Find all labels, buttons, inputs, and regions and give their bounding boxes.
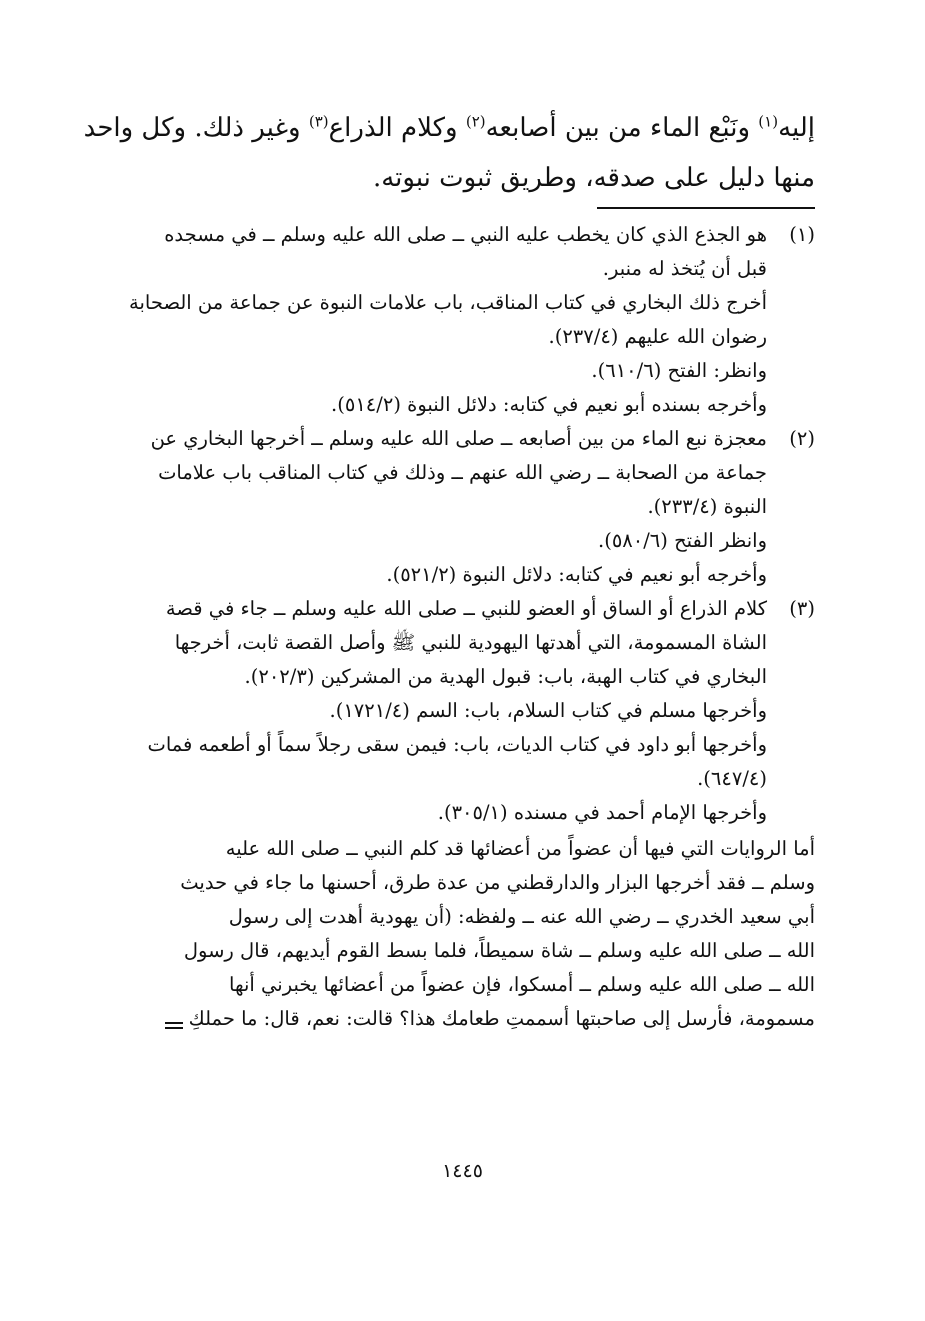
- main-text-segment: إليه: [778, 113, 815, 143]
- footnote-number: (٣): [789, 597, 815, 620]
- footnote-line: البخاري في كتاب الهبة، باب: قبول الهدية من المشركين (٢٠٢/٣).: [244, 665, 767, 688]
- footnote-line: وأخرجه بسنده أبو نعيم في كتابه: دلائل النبوة (٥١٤/٢).: [331, 393, 767, 416]
- footnote-body: [115, 422, 767, 592]
- footnote-line: وأخرجها أبو داود في كتاب الديات، باب: فيمن سقى رجلاً سماً أو أطعمه فمات: [147, 733, 767, 756]
- footnotes-section: [115, 218, 815, 1036]
- main-text-segment: ونَبْع الماء من بين أصابعه: [485, 113, 759, 143]
- footnote-line: وأخرجه أبو نعيم في كتابه: دلائل النبوة (٥٢١/٢).: [386, 563, 767, 586]
- footnote-line: النبوة (٢٣٣/٤).: [647, 495, 767, 518]
- footnote-1: [115, 218, 815, 422]
- paragraph-line: الله ــ صلى الله عليه وسلم ــ شاة سميطاً، فلما بسط القوم أيديهم، قال رسول: [183, 939, 815, 962]
- footnote-line: وأخرجها الإمام أحمد في مسنده (٣٠٥/١).: [437, 801, 767, 824]
- closing-paragraph: [115, 832, 815, 1036]
- footnote-body: [115, 218, 767, 422]
- footnote-line: وانظر: الفتح (٦١٠/٦).: [591, 359, 767, 382]
- footnote-ref-1[interactable]: (١): [758, 112, 779, 131]
- paragraph-line: الله ــ صلى الله عليه وسلم ــ أمسكوا، فإن عضواً من أعضائها يخبرني أنها: [229, 973, 815, 996]
- footnote-number: (١): [789, 223, 815, 246]
- paragraph-line: أما الروايات التي فيها أن عضواً من أعضائها قد كلم النبي ــ صلى الله عليه: [225, 837, 815, 860]
- main-text-line-1: [83, 103, 815, 153]
- footnote-line: (٦٤٧/٤).: [697, 767, 767, 790]
- paragraph-line: أبي سعيد الخدري ــ رضي الله عنه ــ ولفظه: (أن يهودية أهدت إلى رسول: [228, 905, 815, 928]
- main-text-segment: وغير ذلك. وكل واحد: [83, 113, 309, 143]
- footnote-2: [115, 422, 815, 592]
- paragraph-line-last: [115, 1002, 815, 1036]
- footnote-line: معجزة نبع الماء من بين أصابعه ــ صلى الله عليه وسلم ــ أخرجها البخاري عن: [150, 427, 767, 450]
- footnote-number: (٢): [789, 427, 815, 450]
- footnote-line: وأخرجها مسلم في كتاب السلام، باب: السم (١٧٢١/٤).: [329, 699, 767, 722]
- page-number: ١٤٤٥: [442, 1160, 483, 1182]
- footnote-separator: [597, 207, 815, 209]
- footnote-line: أخرج ذلك البخاري في كتاب المناقب، باب علامات النبوة عن جماعة من الصحابة: [129, 291, 767, 314]
- footnote-line: هو الجذع الذي كان يخطب عليه النبي ــ صلى الله عليه وسلم ــ في مسجده: [164, 223, 767, 246]
- main-text-segment: وكلام الذراع: [328, 113, 466, 143]
- footnote-ref-3[interactable]: (٣): [308, 112, 329, 131]
- paragraph-line-text: مسمومة، فأرسل إلى صاحبتها أسممتِ طعامك هذا؟ قالت: نعم، قال: ما حملكِ: [188, 1007, 815, 1030]
- main-text: [83, 103, 815, 203]
- footnote-line: كلام الذراع أو الساق أو العضو للنبي ــ صلى الله عليه وسلم ــ جاء في قصة: [165, 597, 767, 620]
- footnote-line: وانظر الفتح (٥٨٠/٦).: [598, 529, 767, 552]
- footnote-ref-2[interactable]: (٢): [465, 112, 486, 131]
- footnote-line: جماعة من الصحابة ــ رضي الله عنهم ــ وذلك في كتاب المناقب باب علامات: [158, 461, 767, 484]
- main-text-line-2: منها دليل على صدقه، وطريق ثبوت نبوته.: [372, 163, 815, 193]
- continuation-mark-icon: [165, 1022, 183, 1029]
- footnote-line: رضوان الله عليهم (٢٣٧/٤).: [548, 325, 767, 348]
- footnote-body: [115, 592, 767, 830]
- paragraph-line: وسلم ــ فقد أخرجها البزار والدارقطني من عدة طرق، أحسنها ما جاء في حديث: [180, 871, 815, 894]
- footnote-3: [115, 592, 815, 830]
- footnote-line: قبل أن يُتخذ له منبر.: [602, 257, 767, 280]
- footnote-line: الشاة المسمومة، التي أهدتها اليهودية للنبي ﷺ وأصل القصة ثابت، أخرجها: [174, 631, 767, 654]
